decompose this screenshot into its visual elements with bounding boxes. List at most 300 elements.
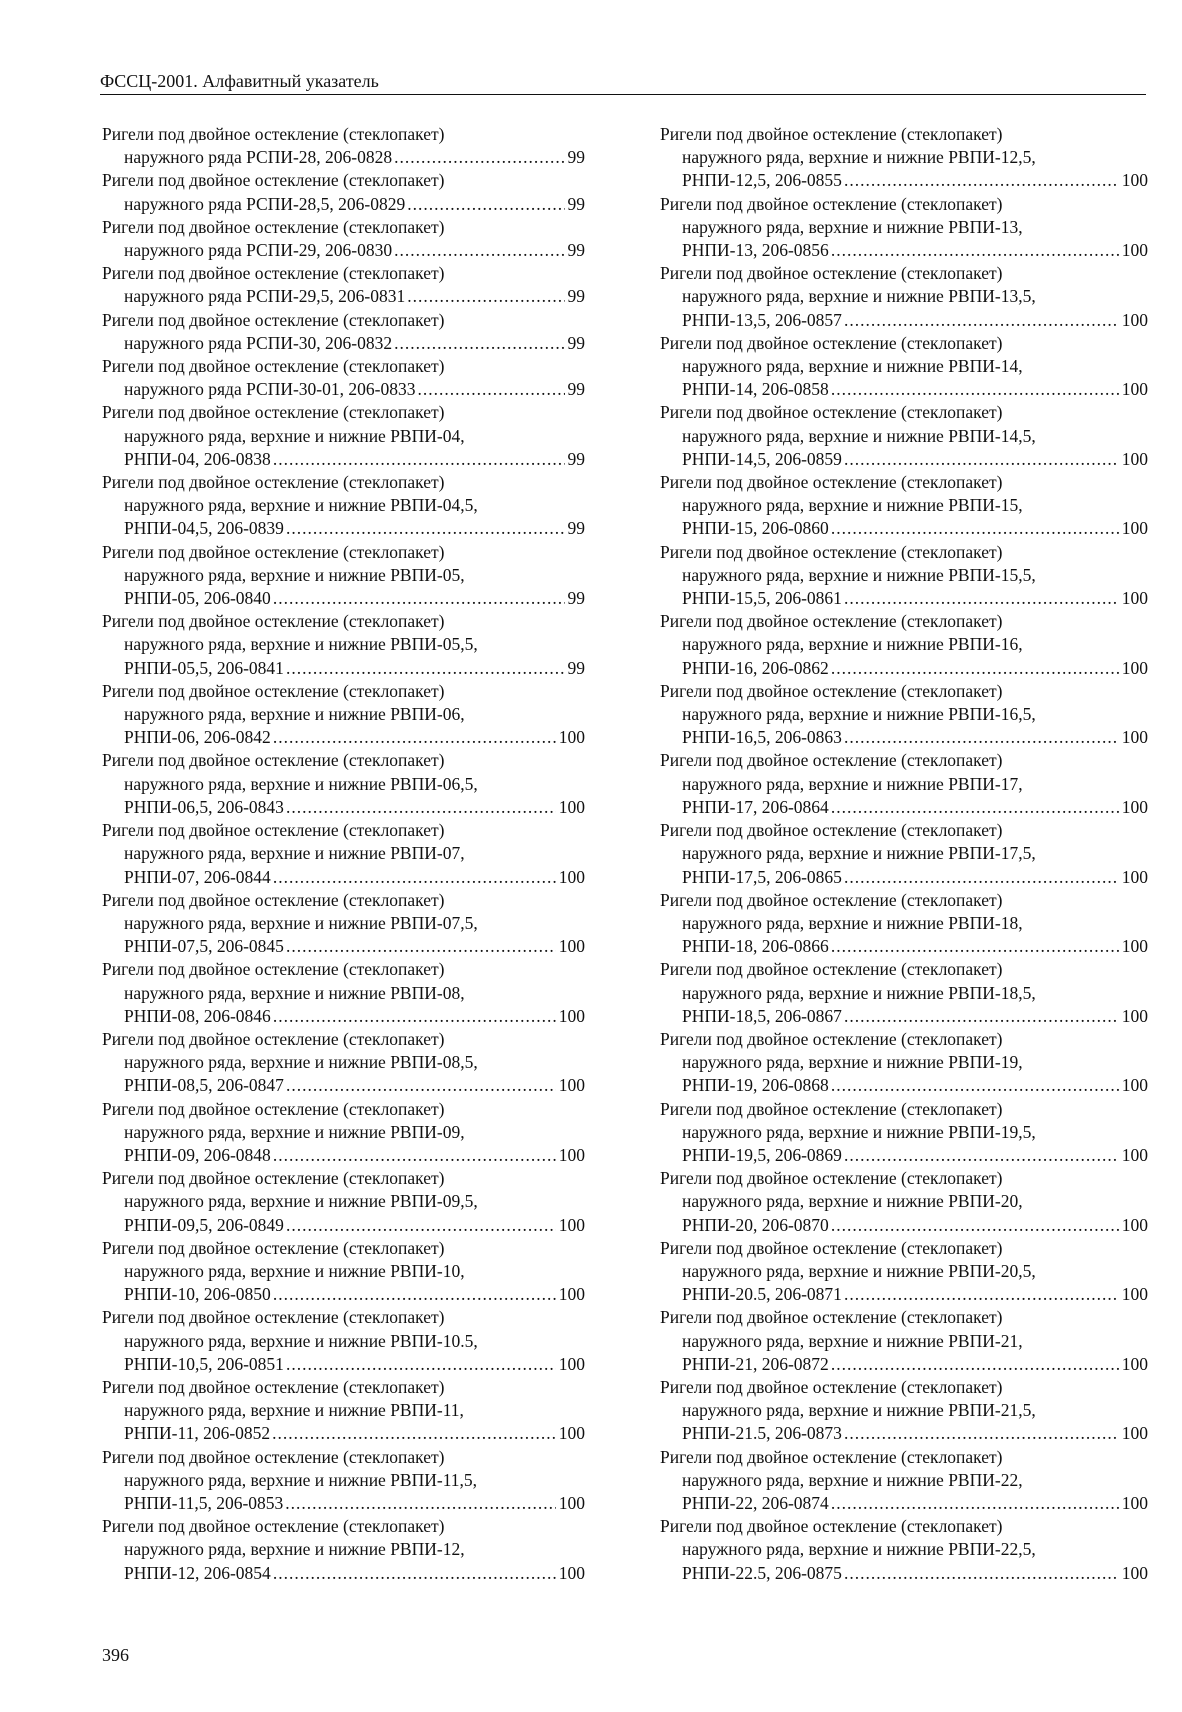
entry-text-line: Ригели под двойное остекление (стеклопакет) [660,611,1003,632]
entry-text-line: Ригели под двойное остекление (стеклопакет) [102,680,445,701]
entry-text-line: Ригели под двойное остекление (стеклопакет) [102,750,445,771]
entry-text-line: наружного ряда, верхние и нижние РВПИ-16,5, [682,704,1036,725]
entry-page-number: 100 [558,727,585,748]
entry-page-number: 99 [567,147,585,168]
entry-page-number: 100 [1121,1214,1148,1235]
index-entry [102,123,585,169]
dot-leader [273,1005,556,1028]
index-entry [102,610,585,680]
dot-leader [831,1074,1119,1097]
entry-reference: РНПИ-06, 206-0842 [124,727,271,748]
index-entry [660,401,1148,471]
entry-reference-line [660,239,1148,262]
entry-text-line: наружного ряда, верхние и нижние РВПИ-11,5, [124,1469,478,1490]
entry-reference-line [102,657,585,680]
entry-page-number: 100 [558,1214,585,1235]
dot-leader [831,1492,1119,1515]
dot-leader [285,1492,555,1515]
entry-page-number: 99 [567,518,585,539]
dot-leader [407,193,564,216]
entry-reference-line [102,1144,585,1167]
entry-reference-line [102,935,585,958]
dot-leader [844,726,1119,749]
index-entry [102,309,585,355]
entry-reference: РНПИ-17,5, 206-0865 [682,866,842,887]
entry-text-line: наружного ряда, верхние и нижние РВПИ-06,5, [124,773,478,794]
entry-reference: РНПИ-21.5, 206-0873 [682,1423,842,1444]
entry-reference-line [102,1005,585,1028]
dot-leader [273,448,565,471]
entry-reference-line [660,1074,1148,1097]
entry-page-number: 100 [558,1005,585,1026]
entry-reference-line [660,726,1148,749]
entry-text-line: Ригели под двойное остекление (стеклопакет) [660,1028,1003,1049]
entry-text-line: наружного ряда, верхние и нижние РВПИ-22,5, [682,1539,1036,1560]
entry-page-number: 99 [567,588,585,609]
entry-reference-line [660,657,1148,680]
index-entry [102,1167,585,1237]
entry-page-number: 100 [558,1144,585,1165]
entry-page-number: 100 [1121,309,1148,330]
entry-text-line: наружного ряда, верхние и нижние РВПИ-14,5, [682,425,1036,446]
dot-leader [831,1353,1119,1376]
dot-leader [272,1422,556,1445]
entry-text-line: Ригели под двойное остекление (стеклопакет) [102,1307,445,1328]
entry-reference-line [660,517,1148,540]
entry-text-line: Ригели под двойное остекление (стеклопакет) [102,170,445,191]
entry-reference-line [102,332,585,355]
entry-reference-line [102,239,585,262]
entry-text-line: Ригели под двойное остекление (стеклопакет) [102,611,445,632]
dot-leader [844,1005,1119,1028]
entry-reference-line [102,796,585,819]
entry-reference: наружного ряда РСПИ-30-01, 206-0833 [124,379,416,400]
entry-reference: наружного ряда РСПИ-29,5, 206-0831 [124,286,406,307]
index-entry [102,401,585,471]
entry-text-line: Ригели под двойное остекление (стеклопакет) [102,1237,445,1258]
entry-text-line: Ригели под двойное остекление (стеклопакет) [660,750,1003,771]
entry-reference: РНПИ-08,5, 206-0847 [124,1075,284,1096]
entry-reference: РНПИ-07, 206-0844 [124,866,271,887]
entry-text-line: Ригели под двойное остекление (стеклопакет) [102,1168,445,1189]
entry-text-line: наружного ряда, верхние и нижние РВПИ-11, [124,1400,464,1421]
entry-reference: РНПИ-18,5, 206-0867 [682,1005,842,1026]
entry-text-line: Ригели под двойное остекление (стеклопакет) [102,472,445,493]
entry-reference-line [660,448,1148,471]
entry-reference-line [660,796,1148,819]
index-entry [660,610,1148,680]
entry-page-number: 100 [558,936,585,957]
entry-page-number: 99 [567,379,585,400]
index-entry [102,819,585,889]
entry-text-line: Ригели под двойное остекление (стеклопакет) [102,1516,445,1537]
dot-leader [844,1283,1119,1306]
entry-reference: РНПИ-15,5, 206-0861 [682,588,842,609]
dot-leader [273,1144,556,1167]
entry-text-line: наружного ряда, верхние и нижние РВПИ-19,5, [682,1121,1036,1142]
dot-leader [831,517,1119,540]
entry-reference-line [660,169,1148,192]
entry-page-number: 100 [1121,1492,1148,1513]
entry-text-line: наружного ряда, верхние и нижние РВПИ-05, [124,564,465,585]
dot-leader [286,1214,556,1237]
entry-reference: РНПИ-18, 206-0866 [682,936,829,957]
entry-page-number: 100 [1121,1562,1148,1583]
entry-reference: РНПИ-11,5, 206-0853 [124,1492,284,1513]
entry-text-line: Ригели под двойное остекление (стеклопакет) [102,820,445,841]
entry-text-line: Ригели под двойное остекление (стеклопакет) [660,1168,1003,1189]
entry-reference-line [102,1353,585,1376]
entry-reference-line [102,866,585,889]
index-entry [660,1515,1148,1585]
entry-text-line: Ригели под двойное остекление (стеклопакет) [102,124,445,144]
entry-page-number: 100 [1121,796,1148,817]
entry-text-line: Ригели под двойное остекление (стеклопакет) [102,1376,445,1397]
entry-page-number: 100 [558,1353,585,1374]
entry-reference: РНПИ-12, 206-0854 [124,1562,271,1583]
entry-page-number: 100 [1121,1423,1148,1444]
dot-leader [831,239,1119,262]
dot-leader [394,239,564,262]
entry-text-line: Ригели под двойное остекление (стеклопакет) [102,959,445,980]
index-entry [102,262,585,308]
index-entry [102,1237,585,1307]
entry-reference: РНПИ-06,5, 206-0843 [124,796,284,817]
dot-leader [844,866,1119,889]
dot-leader [394,332,564,355]
index-entry [102,1446,585,1516]
entry-page-number: 100 [558,1492,585,1513]
entry-text-line: Ригели под двойное остекление (стеклопакет) [660,124,1003,144]
entry-text-line: Ригели под двойное остекление (стеклопакет) [660,1237,1003,1258]
entry-text-line: Ригели под двойное остекление (стеклопакет) [660,332,1003,353]
entry-page-number: 100 [1121,1144,1148,1165]
entry-reference-line [660,1422,1148,1445]
index-entry [102,749,585,819]
index-entry [660,958,1148,1028]
index-entry [102,1098,585,1168]
entry-reference-line [660,587,1148,610]
entry-text-line: Ригели под двойное остекление (стеклопакет) [660,1307,1003,1328]
entry-text-line: наружного ряда, верхние и нижние РВПИ-19, [682,1052,1023,1073]
entry-reference-line [102,448,585,471]
entry-page-number: 100 [1121,1075,1148,1096]
entry-reference: РНПИ-04, 206-0838 [124,448,271,469]
entry-reference-line [660,866,1148,889]
entry-page-number: 100 [1121,448,1148,469]
entry-reference: РНПИ-16,5, 206-0863 [682,727,842,748]
entry-text-line: Ригели под двойное остекление (стеклопакет) [102,889,445,910]
dot-leader [844,448,1119,471]
dot-leader [286,1353,556,1376]
index-entry [660,749,1148,819]
index-entry [102,680,585,750]
entry-text-line: Ригели под двойное остекление (стеклопакет) [660,959,1003,980]
entry-text-line: Ригели под двойное остекление (стеклопакет) [660,1446,1003,1467]
index-entry [102,471,585,541]
entry-reference: РНПИ-09, 206-0848 [124,1144,271,1165]
entry-page-number: 99 [567,240,585,261]
entry-page-number: 100 [1121,588,1148,609]
entry-page-number: 100 [558,1423,585,1444]
entry-reference: РНПИ-20, 206-0870 [682,1214,829,1235]
dot-leader [831,935,1119,958]
entry-reference-line [102,146,585,169]
index-column-right [660,123,1148,1585]
entry-text-line: Ригели под двойное остекление (стеклопакет) [660,889,1003,910]
index-entry [660,680,1148,750]
entry-reference: РНПИ-22, 206-0874 [682,1492,829,1513]
entry-page-number: 100 [558,796,585,817]
entry-text-line: Ригели под двойное остекление (стеклопакет) [660,193,1003,214]
entry-text-line: Ригели под двойное остекление (стеклопакет) [102,216,445,237]
entry-text-line: Ригели под двойное остекление (стеклопакет) [660,541,1003,562]
dot-leader [286,1074,556,1097]
entry-text-line: наружного ряда, верхние и нижние РВПИ-22, [682,1469,1023,1490]
entry-reference-line [660,1214,1148,1237]
dot-leader [273,1562,556,1585]
entry-page-number: 100 [1121,936,1148,957]
entry-page-number: 99 [567,332,585,353]
index-entry [102,541,585,611]
entry-reference: РНПИ-09,5, 206-0849 [124,1214,284,1235]
dot-leader [273,587,565,610]
entry-text-line: наружного ряда, верхние и нижние РВПИ-09,5, [124,1191,478,1212]
entry-reference-line [660,378,1148,401]
index-entry [102,1028,585,1098]
entry-reference-line [102,1562,585,1585]
index-entry [660,1446,1148,1516]
dot-leader [417,378,564,401]
entry-reference-line [660,1005,1148,1028]
page-number: 396 [102,1645,129,1665]
entry-reference-line [102,1422,585,1445]
index-entry [660,262,1148,332]
entry-page-number: 100 [1121,1353,1148,1374]
entry-reference: РНПИ-22.5, 206-0875 [682,1562,842,1583]
entry-text-line: Ригели под двойное остекление (стеклопакет) [660,1376,1003,1397]
entry-page-number: 100 [558,1562,585,1583]
entry-text-line: Ригели под двойное остекление (стеклопакет) [660,680,1003,701]
entry-text-line: наружного ряда, верхние и нижние РВПИ-17, [682,773,1023,794]
running-header: ФССЦ-2001. Алфавитный указатель [100,71,379,91]
dot-leader [831,1214,1119,1237]
dot-leader [273,1283,556,1306]
index-entry [660,1237,1148,1307]
entry-reference-line [102,193,585,216]
entry-reference: РНПИ-14,5, 206-0859 [682,448,842,469]
entry-reference-line [102,285,585,308]
entry-reference-line [102,587,585,610]
entry-reference-line [660,935,1148,958]
entry-reference: РНПИ-14, 206-0858 [682,379,829,400]
entry-text-line: наружного ряда, верхние и нижние РВПИ-13, [682,216,1023,237]
entry-reference-line [102,1074,585,1097]
dot-leader [407,285,564,308]
index-entry [660,1028,1148,1098]
entry-reference: РНПИ-04,5, 206-0839 [124,518,284,539]
entry-text-line: Ригели под двойное остекление (стеклопакет) [102,309,445,330]
entry-page-number: 99 [567,286,585,307]
entry-reference: РНПИ-13,5, 206-0857 [682,309,842,330]
index-entry [660,819,1148,889]
entry-text-line: наружного ряда, верхние и нижние РВПИ-09, [124,1121,465,1142]
entry-text-line: наружного ряда, верхние и нижние РВПИ-08,5, [124,1052,478,1073]
dot-leader [273,866,556,889]
index-entry [102,216,585,262]
entry-text-line: наружного ряда, верхние и нижние РВПИ-06, [124,704,465,725]
entry-text-line: наружного ряда, верхние и нижние РВПИ-15,5, [682,564,1036,585]
entry-reference: РНПИ-05,5, 206-0841 [124,657,284,678]
entry-page-number: 99 [567,657,585,678]
entry-reference: РНПИ-16, 206-0862 [682,657,829,678]
entry-reference: РНПИ-20.5, 206-0871 [682,1284,842,1305]
entry-text-line: наружного ряда, верхние и нижние РВПИ-14, [682,356,1023,377]
entry-text-line: Ригели под двойное остекление (стеклопакет) [660,472,1003,493]
entry-text-line: Ригели под двойное остекление (стеклопакет) [660,1098,1003,1119]
entry-reference-line [102,1492,585,1515]
entry-text-line: Ригели под двойное остекление (стеклопакет) [660,820,1003,841]
entry-reference-line [660,1144,1148,1167]
entry-text-line: наружного ряда, верхние и нижние РВПИ-08, [124,982,465,1003]
index-entry [660,1306,1148,1376]
entry-reference: РНПИ-19, 206-0868 [682,1075,829,1096]
dot-leader [273,726,556,749]
dot-leader [831,657,1119,680]
entry-text-line: наружного ряда, верхние и нижние РВПИ-04, [124,425,465,446]
entry-text-line: наружного ряда, верхние и нижние РВПИ-18, [682,912,1023,933]
entry-reference: наружного ряда РСПИ-28,5, 206-0829 [124,193,406,214]
entry-reference-line [660,1562,1148,1585]
dot-leader [844,169,1119,192]
entry-reference-line [102,378,585,401]
entry-text-line: Ригели под двойное остекление (стеклопакет) [102,1446,445,1467]
entry-page-number: 100 [558,1284,585,1305]
entry-page-number: 100 [1121,657,1148,678]
entry-reference: РНПИ-05, 206-0840 [124,588,271,609]
dot-leader [394,146,564,169]
entry-reference: РНПИ-08, 206-0846 [124,1005,271,1026]
entry-reference-line [660,1492,1148,1515]
entry-reference-line [660,309,1148,332]
header-rule [100,94,1146,95]
entry-text-line: наружного ряда, верхние и нижние РВПИ-12, [124,1539,465,1560]
entry-reference: наружного ряда РСПИ-30, 206-0832 [124,332,393,353]
index-entry [660,1098,1148,1168]
entry-page-number: 99 [567,448,585,469]
entry-text-line: наружного ряда, верхние и нижние РВПИ-21,5, [682,1400,1036,1421]
index-entry [660,332,1148,402]
entry-reference-line [102,1283,585,1306]
index-entry [102,1376,585,1446]
entry-reference: РНПИ-17, 206-0864 [682,796,829,817]
entry-text-line: Ригели под двойное остекление (стеклопакет) [102,541,445,562]
entry-page-number: 100 [1121,1284,1148,1305]
entry-reference: наружного ряда РСПИ-28, 206-0828 [124,147,393,168]
dot-leader [286,657,565,680]
index-entry [660,889,1148,959]
dot-leader [844,309,1119,332]
entry-reference-line [660,1353,1148,1376]
entry-page-number: 99 [567,193,585,214]
entry-text-line: наружного ряда, верхние и нижние РВПИ-05,5, [124,634,478,655]
entry-reference-line [102,1214,585,1237]
index-entry [660,193,1148,263]
entry-page-number: 100 [558,1075,585,1096]
index-entry [102,1306,585,1376]
entry-text-line: наружного ряда, верхние и нижние РВПИ-07, [124,843,465,864]
entry-page-number: 100 [1121,866,1148,887]
entry-reference-line [102,517,585,540]
entry-reference: РНПИ-10, 206-0850 [124,1284,271,1305]
entry-reference: РНПИ-21, 206-0872 [682,1353,829,1374]
entry-text-line: наружного ряда, верхние и нижние РВПИ-20, [682,1191,1023,1212]
entry-text-line: наружного ряда, верхние и нижние РВПИ-21, [682,1330,1023,1351]
dot-leader [844,1422,1119,1445]
entry-text-line: наружного ряда, верхние и нижние РВПИ-18,5, [682,982,1036,1003]
entry-reference: РНПИ-07,5, 206-0845 [124,936,284,957]
dot-leader [286,935,556,958]
index-entry [102,1515,585,1585]
entry-text-line: наружного ряда, верхние и нижние РВПИ-04,5, [124,495,478,516]
entry-reference: РНПИ-19,5, 206-0869 [682,1144,842,1165]
entry-text-line: наружного ряда, верхние и нижние РВПИ-07,5, [124,912,478,933]
index-entry [660,541,1148,611]
entry-text-line: наружного ряда, верхние и нижние РВПИ-20,5, [682,1260,1036,1281]
entry-text-line: Ригели под двойное остекление (стеклопакет) [102,356,445,377]
entry-reference-line [102,726,585,749]
entry-page-number: 100 [1121,240,1148,261]
index-entry [102,355,585,401]
dot-leader [844,1144,1119,1167]
index-entry [102,958,585,1028]
entry-reference: РНПИ-15, 206-0860 [682,518,829,539]
dot-leader [844,1562,1119,1585]
entry-text-line: наружного ряда, верхние и нижние РВПИ-10.5, [124,1330,478,1351]
entry-text-line: наружного ряда, верхние и нижние РВПИ-17,5, [682,843,1036,864]
index-entry [660,123,1148,193]
entry-reference: РНПИ-11, 206-0852 [124,1423,271,1444]
entry-page-number: 100 [1121,170,1148,191]
entry-text-line: Ригели под двойное остекление (стеклопакет) [102,402,445,423]
entry-text-line: наружного ряда, верхние и нижние РВПИ-13,5, [682,286,1036,307]
entry-text-line: наружного ряда, верхние и нижние РВПИ-16, [682,634,1023,655]
entry-page-number: 100 [1121,518,1148,539]
entry-page-number: 100 [558,866,585,887]
entry-reference: РНПИ-12,5, 206-0855 [682,170,842,191]
entry-reference: РНПИ-10,5, 206-0851 [124,1353,284,1374]
entry-reference-line [660,1283,1148,1306]
entry-text-line: Ригели под двойное остекление (стеклопакет) [660,402,1003,423]
index-entry [660,471,1148,541]
entry-page-number: 100 [1121,1005,1148,1026]
entry-text-line: Ригели под двойное остекление (стеклопакет) [660,263,1003,284]
entry-page-number: 100 [1121,379,1148,400]
dot-leader [286,796,556,819]
entry-text-line: Ригели под двойное остекление (стеклопакет) [660,1516,1003,1537]
index-entry [660,1376,1148,1446]
entry-text-line: наружного ряда, верхние и нижние РВПИ-15, [682,495,1023,516]
index-entry [102,889,585,959]
entry-page-number: 100 [1121,727,1148,748]
entry-text-line: наружного ряда, верхние и нижние РВПИ-10, [124,1260,465,1281]
index-column-left [102,123,585,1585]
entry-reference: наружного ряда РСПИ-29, 206-0830 [124,240,393,261]
index-entry [660,1167,1148,1237]
entry-text-line: Ригели под двойное остекление (стеклопакет) [102,1028,445,1049]
entry-reference: РНПИ-13, 206-0856 [682,240,829,261]
entry-text-line: Ригели под двойное остекление (стеклопакет) [102,263,445,284]
